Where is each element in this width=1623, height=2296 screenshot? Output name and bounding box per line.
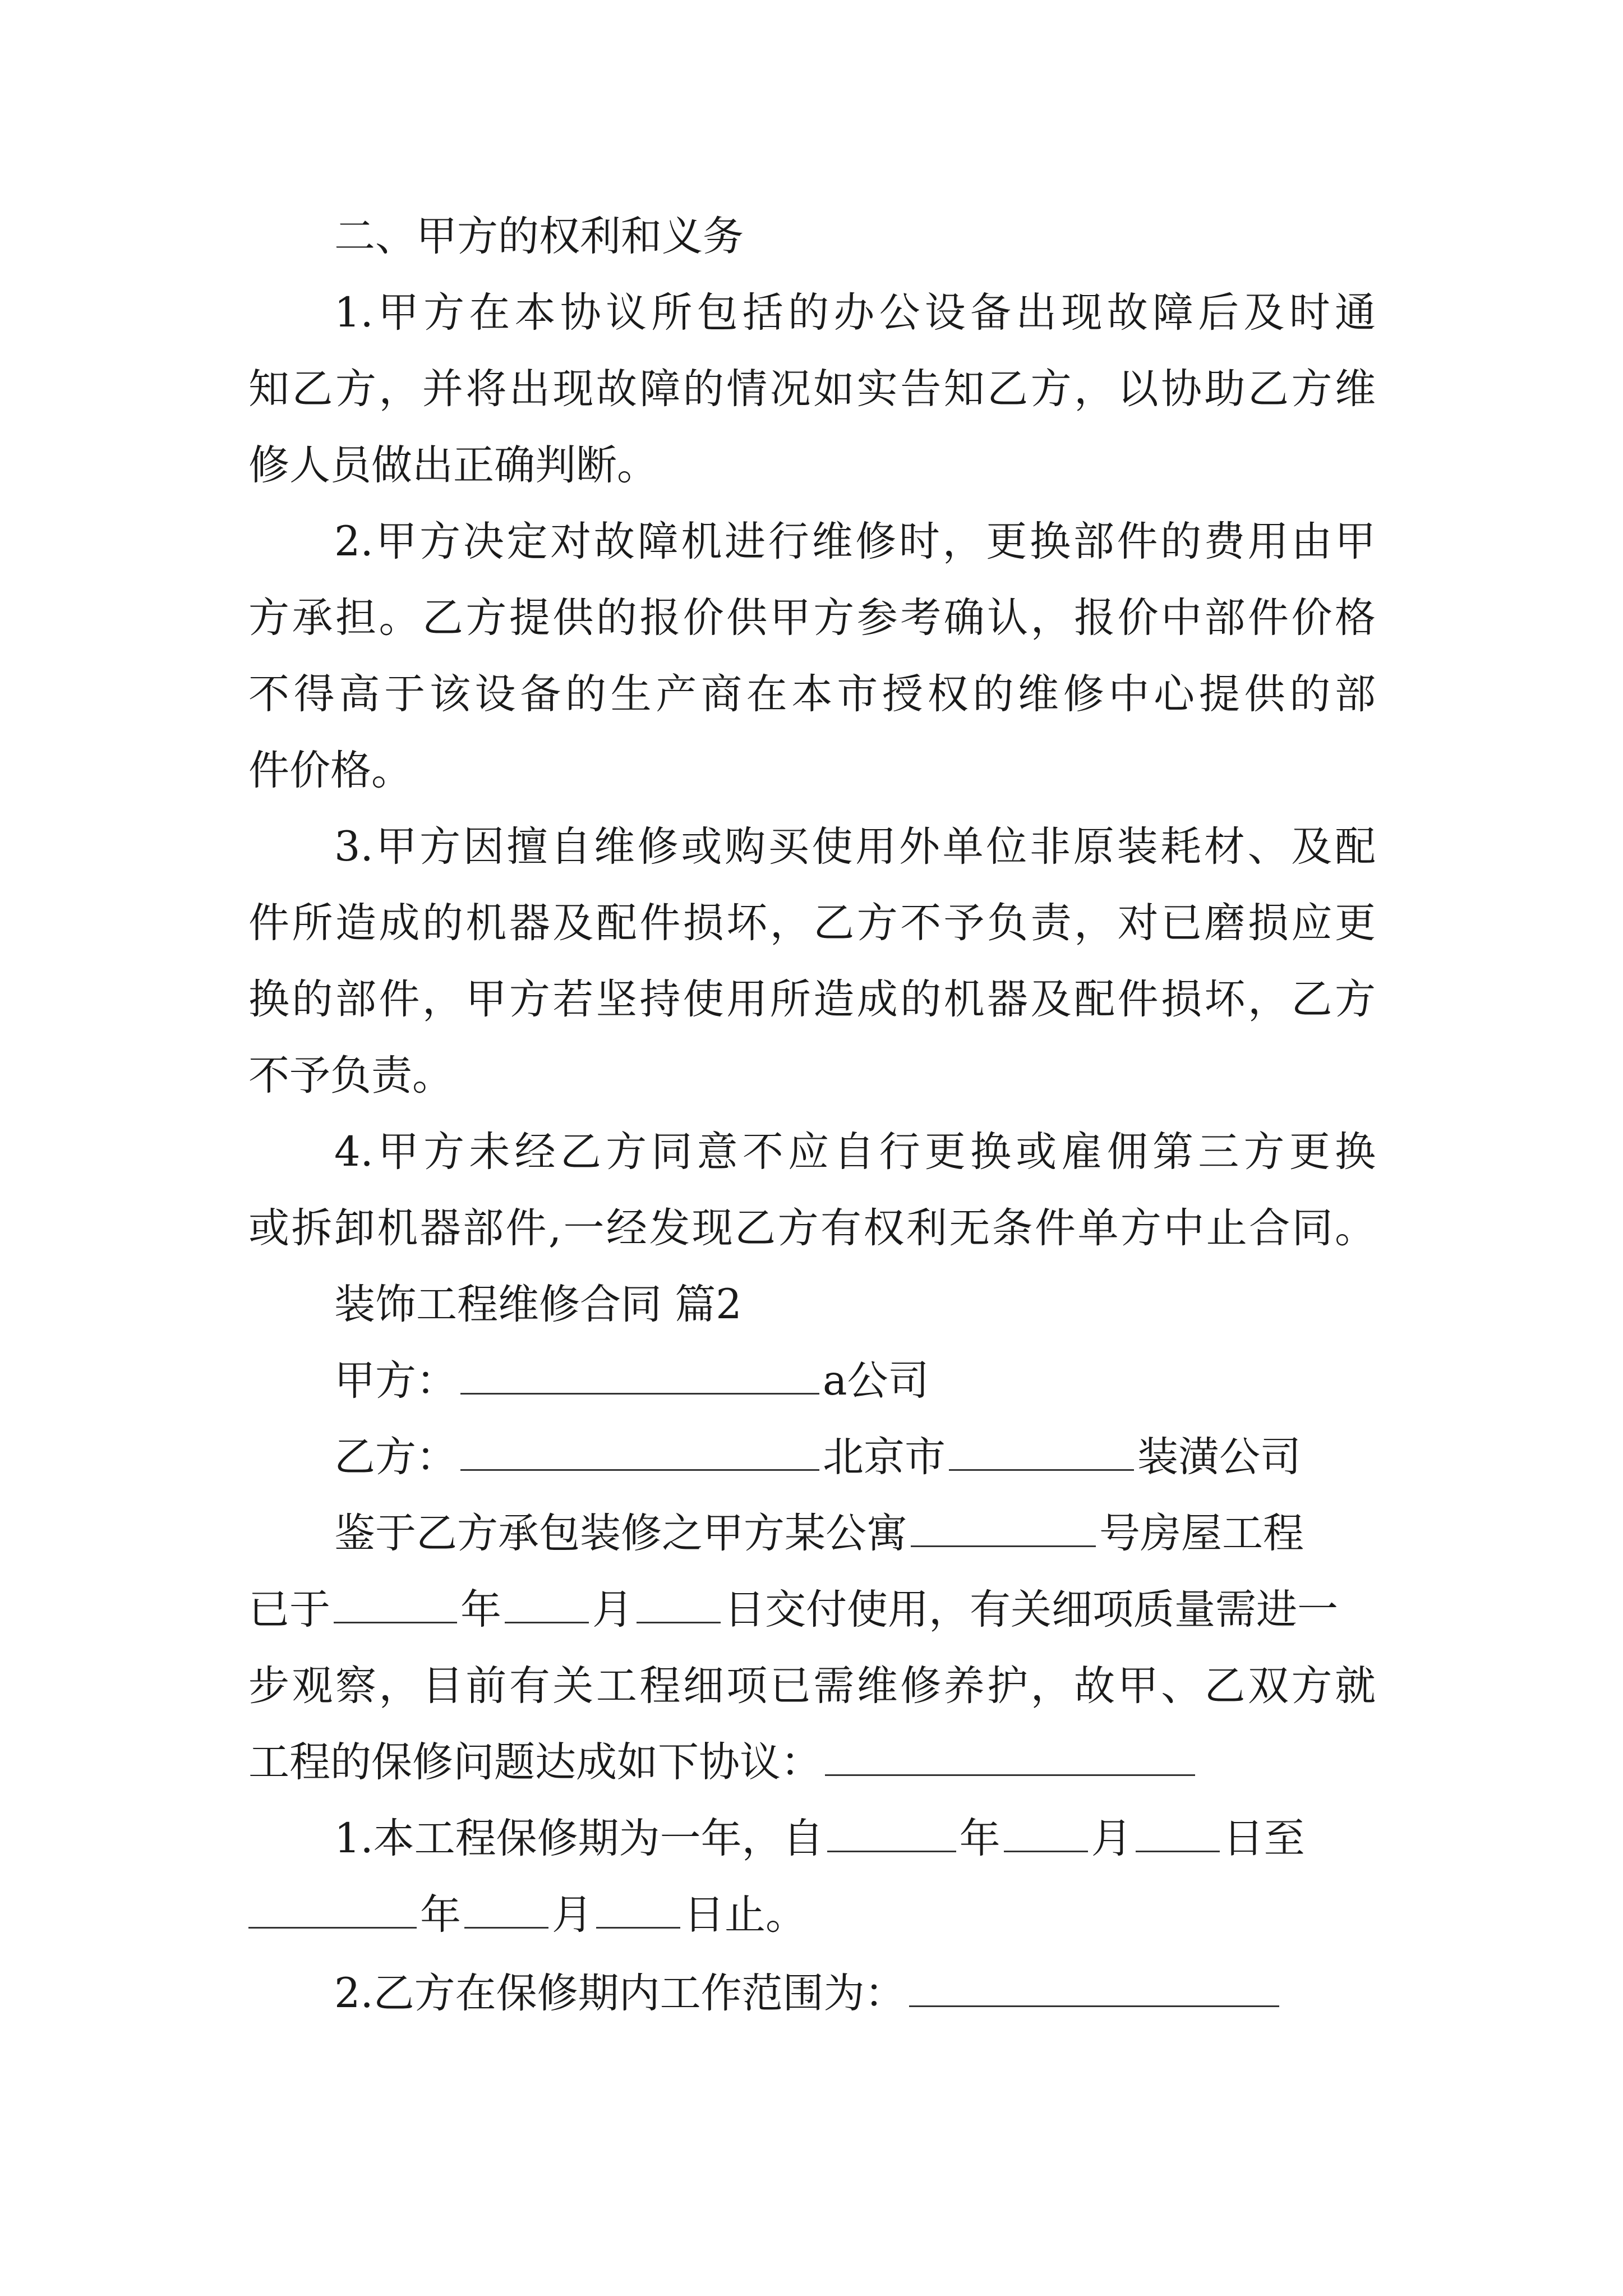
- apartment-number-blank: [911, 1508, 1096, 1547]
- party-b-city: 北京市: [823, 1433, 946, 1481]
- clause-3-line-3: 换的部件，甲方若坚持使用所造成的机器及配件损坏，乙方: [248, 976, 1376, 1023]
- warranty-start-month-blank: [1004, 1814, 1088, 1852]
- preamble-line-2: 已于 年 月 日交付使用，有关细项质量需进一: [248, 1586, 1338, 1634]
- delivery-year-blank: [334, 1585, 457, 1623]
- clause-4-line-1: 4.甲方未经乙方同意不应自行更换或雇佣第三方更换: [334, 1128, 1376, 1176]
- clause-2-line-2: 方承担。乙方提供的报价供甲方参考确认，报价中部件价格: [248, 594, 1376, 642]
- party-a-line: [334, 1353, 1376, 1409]
- clause-1-line-2: 知乙方，并将出现故障的情况如实告知乙方，以协助乙方维: [248, 365, 1376, 413]
- party-b-blank-1: [460, 1432, 819, 1471]
- term-1-line-2: 年 月 日止。: [248, 1887, 1376, 1943]
- party-b-line: [334, 1429, 1376, 1485]
- party-a-blank: [460, 1356, 819, 1395]
- section-heading: 二、甲方的权利和义务: [334, 213, 744, 260]
- clause-3-line-1: 3.甲方因擅自维修或购买使用外单位非原装耗材、及配: [334, 823, 1376, 871]
- term-1-line-1: 1.本工程保修期为一年，自 年 月 日至: [334, 1815, 1305, 1862]
- warranty-start-day-blank: [1136, 1814, 1220, 1852]
- clause-1-line-3: 修人员做出正确判断。: [248, 441, 658, 489]
- clause-2-line-3: 不得高于该设备的生产商在本市授权的维修中心提供的部: [248, 670, 1376, 718]
- agreement-blank: [825, 1737, 1195, 1776]
- clause-2-line-4: 件价格。: [248, 747, 412, 794]
- clause-3-line-2: 件所造成的机器及配件损坏，乙方不予负责，对已磨损应更: [248, 899, 1376, 947]
- work-scope-blank: [909, 1968, 1279, 2007]
- article-title: 装饰工程维修合同 篇2: [334, 1281, 742, 1328]
- warranty-start-year-blank: [827, 1814, 956, 1852]
- clause-2-line-1: 2.甲方决定对故障机进行维修时，更换部件的费用由甲: [334, 518, 1376, 565]
- clause-4-line-2: 或拆卸机器部件,一经发现乙方有权利无条件单方中止合同。: [248, 1204, 1376, 1252]
- clause-3-line-4: 不予负责。: [248, 1052, 453, 1099]
- warranty-end-year-blank: [248, 1890, 417, 1929]
- term-2-line: 2.乙方在保修期内工作范围为：: [334, 1966, 1376, 2022]
- delivery-day-blank: [637, 1585, 721, 1623]
- delivery-month-blank: [505, 1585, 589, 1623]
- preamble-line-1: 鉴于乙方承包装修之甲方某公寓 号房屋工程: [334, 1510, 1304, 1557]
- party-b-label: 乙方：: [334, 1433, 457, 1481]
- party-a-label: 甲方：: [334, 1357, 457, 1405]
- party-a-name: a公司: [823, 1357, 929, 1405]
- clause-1-line-1: 1.甲方在本协议所包括的办公设备出现故障后及时通: [334, 289, 1376, 337]
- party-b-blank-2: [949, 1432, 1134, 1471]
- preamble-line-4: 工程的保修问题达成如下协议：: [248, 1734, 1376, 1791]
- preamble-line-3: 步观察，目前有关工程细项已需维修养护，故甲、乙双方就: [248, 1662, 1376, 1710]
- party-b-company: 装潢公司: [1137, 1433, 1301, 1481]
- warranty-end-month-blank: [464, 1890, 548, 1929]
- warranty-end-day-blank: [596, 1890, 680, 1929]
